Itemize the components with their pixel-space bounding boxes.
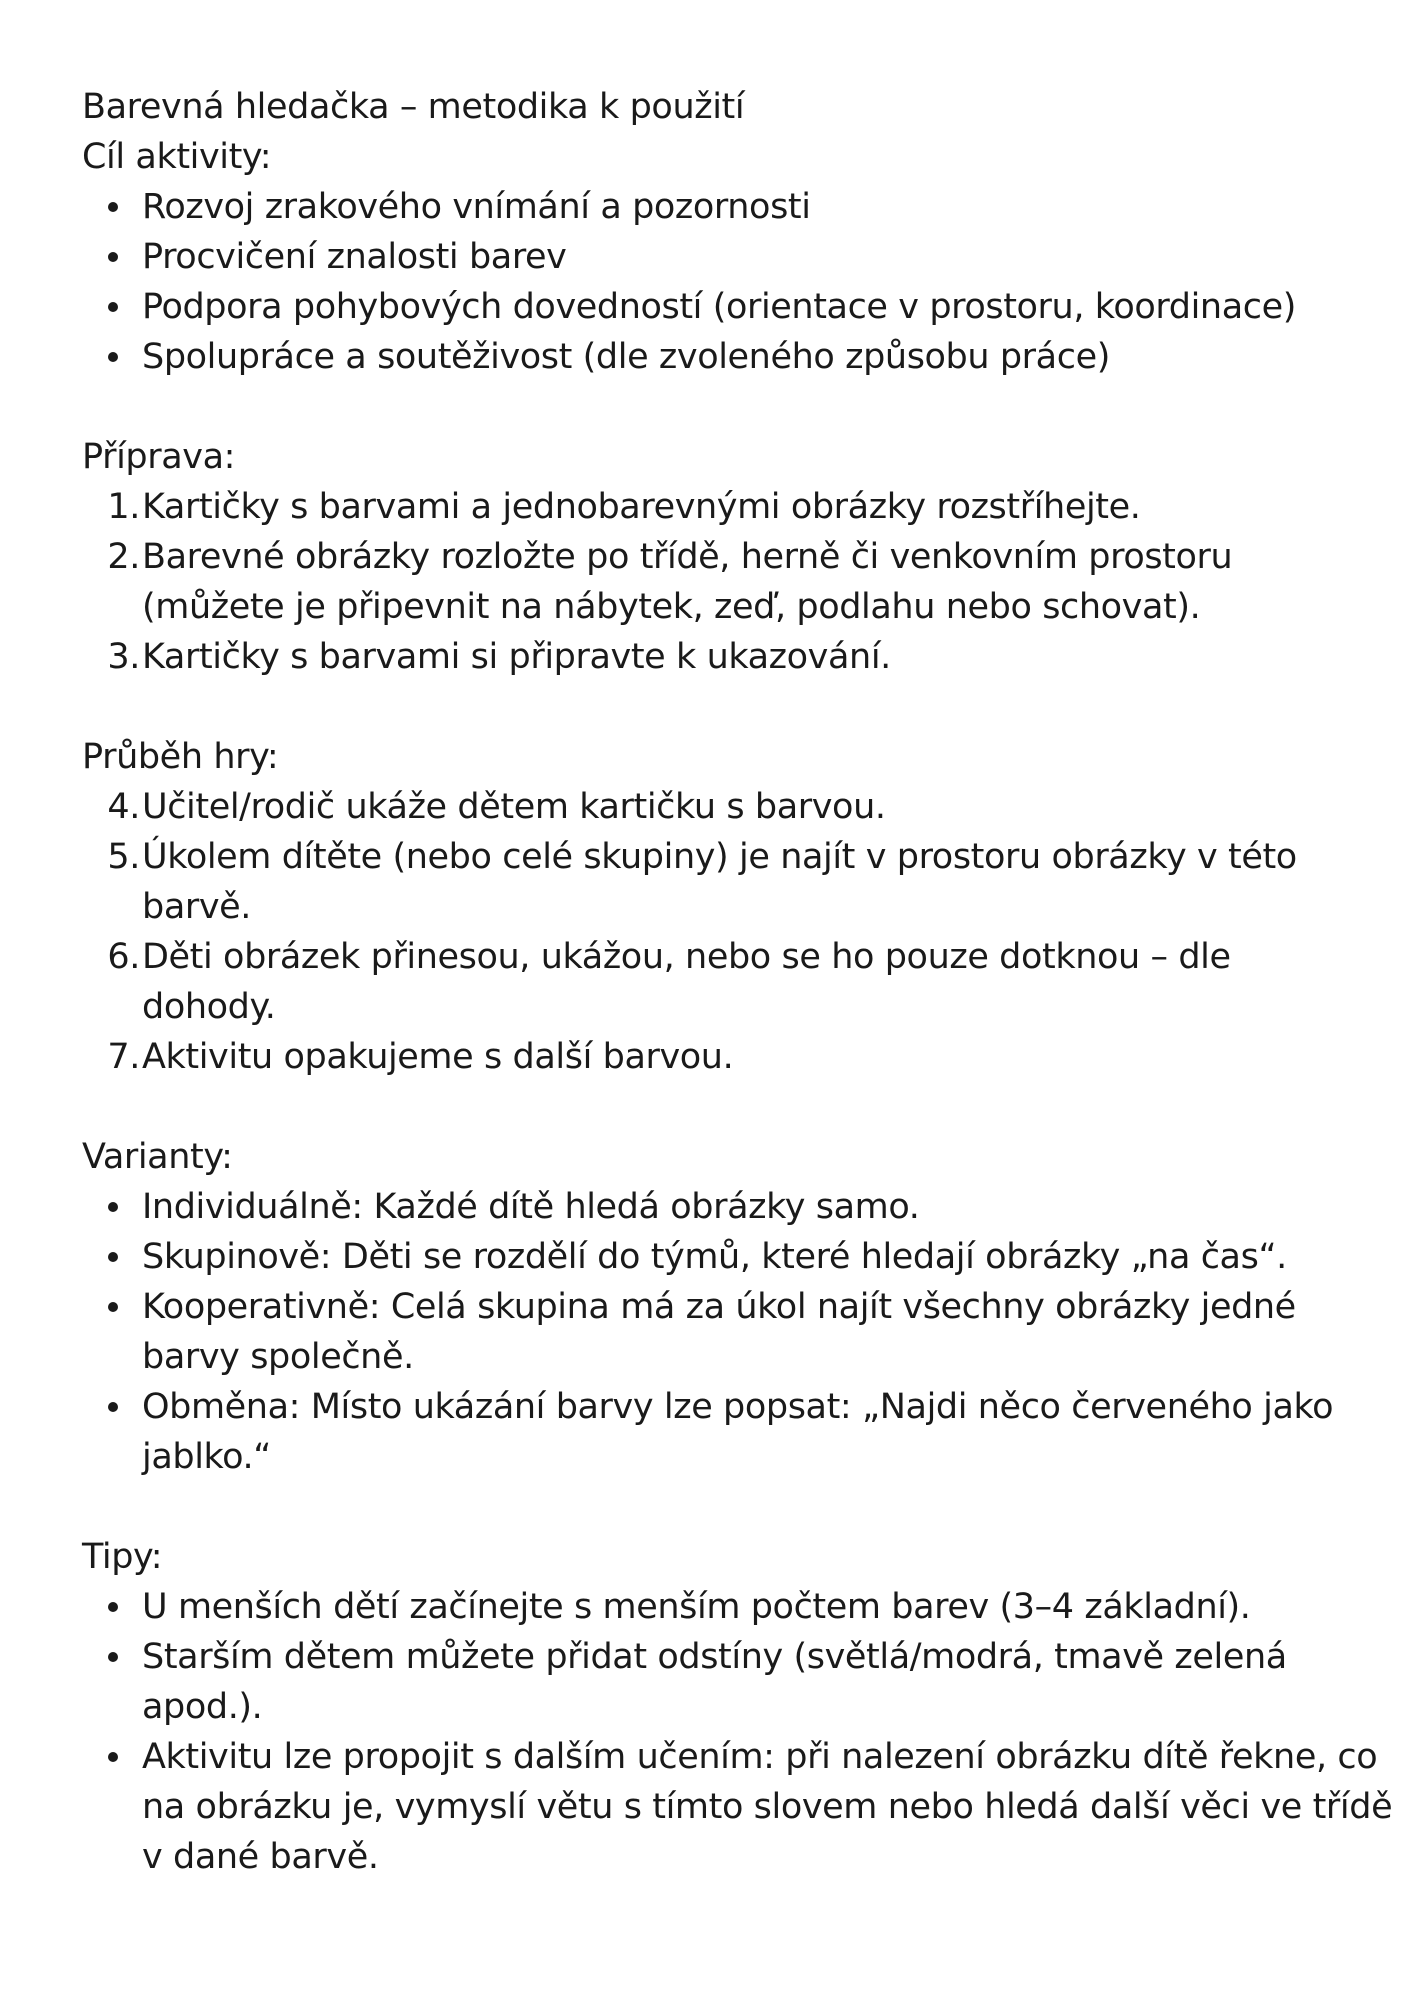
- list-item-text: barvě.: [142, 887, 252, 927]
- gameplay-list: [82, 782, 1352, 1082]
- section-spacer: [82, 682, 1352, 732]
- gameplay-heading: Průběh hry:: [82, 737, 279, 777]
- list-item-text: apod.).: [142, 1687, 263, 1727]
- list-item-text: Individuálně: Každé dítě hledá obrázky samo.: [142, 1187, 920, 1227]
- list-item: [82, 1382, 1352, 1482]
- section-spacer: [82, 382, 1352, 432]
- list-item-text: Kartičky s barvami a jednobarevnými obrázky rozstříhejte.: [142, 487, 1141, 527]
- section-spacer: [82, 1082, 1352, 1132]
- list-item-text: Učitel/rodič ukáže dětem kartičku s barvou.: [142, 787, 886, 827]
- tips-list: [82, 1582, 1393, 1882]
- list-item-text: barvy společně.: [142, 1337, 414, 1377]
- list-item-text: Skupinově: Děti se rozdělí do týmů, které hledají obrázky „na čas“.: [142, 1237, 1287, 1277]
- bullet-icon: [108, 1752, 118, 1762]
- list-number: 5.: [107, 837, 140, 877]
- bullet-icon: [108, 252, 118, 262]
- list-item-text: Aktivitu lze propojit s dalším učením: při nalezení obrázku dítě řekne, co: [142, 1737, 1378, 1777]
- list-item: [82, 1282, 1352, 1382]
- list-item-text: v dané barvě.: [142, 1837, 379, 1877]
- list-item: [82, 482, 1352, 532]
- preparation-heading: Příprava:: [82, 437, 236, 477]
- list-number: 7.: [107, 1037, 140, 1077]
- bullet-icon: [108, 202, 118, 212]
- list-number: 2.: [107, 537, 140, 577]
- list-item: [82, 1632, 1352, 1732]
- bullet-icon: [108, 1302, 118, 1312]
- bullet-icon: [108, 352, 118, 362]
- list-item: [82, 1582, 1352, 1632]
- list-item-text: Kooperativně: Celá skupina má za úkol najít všechny obrázky jedné: [142, 1287, 1296, 1327]
- list-item-text: (můžete je připevnit na nábytek, zeď, podlahu nebo schovat).: [142, 587, 1201, 627]
- list-item-text: Podpora pohybových dovedností (orientace v prostoru, koordinace): [142, 287, 1296, 327]
- list-item-text: na obrázku je, vymyslí větu s tímto slovem nebo hledá další věci ve třídě: [142, 1787, 1393, 1827]
- list-item: [82, 1232, 1352, 1282]
- list-item-text: Úkolem dítěte (nebo celé skupiny) je najít v prostoru obrázky v této: [142, 837, 1297, 877]
- tips-heading: Tipy:: [82, 1537, 163, 1577]
- list-item-text: Děti obrázek přinesou, ukážou, nebo se ho pouze dotknou – dle: [142, 937, 1231, 977]
- list-item: [82, 232, 1352, 282]
- bullet-icon: [108, 1652, 118, 1662]
- bullet-icon: [108, 1402, 118, 1412]
- section-spacer: [82, 1482, 1352, 1532]
- list-item: [82, 782, 1352, 832]
- list-item: [82, 1032, 1352, 1082]
- variants-heading: Varianty:: [82, 1137, 233, 1177]
- bullet-icon: [108, 302, 118, 312]
- list-item: [82, 282, 1352, 332]
- preparation-list: [82, 482, 1352, 682]
- bullet-icon: [108, 1202, 118, 1212]
- list-number: 3.: [107, 637, 140, 677]
- list-number: 1.: [107, 487, 140, 527]
- document-page: [82, 82, 1393, 1882]
- list-item: [82, 832, 1352, 932]
- list-item: [82, 632, 1352, 682]
- list-item-text: Starším dětem můžete přidat odstíny (světlá/modrá, tmavě zelená: [142, 1637, 1287, 1677]
- document-title: Barevná hledačka – metodika k použití: [82, 87, 745, 127]
- goal-heading: Cíl aktivity:: [82, 137, 272, 177]
- list-item: [82, 332, 1352, 382]
- list-item: [82, 1182, 1352, 1232]
- goal-list: [82, 182, 1352, 382]
- list-item-text: Spolupráce a soutěživost (dle zvoleného způsobu práce): [142, 337, 1110, 377]
- list-item-text: Rozvoj zrakového vnímání a pozornosti: [142, 187, 811, 227]
- list-number: 4.: [107, 787, 140, 827]
- list-item-text: dohody.: [142, 987, 276, 1027]
- list-item-text: U menších dětí začínejte s menším počtem barev (3–4 základní).: [142, 1587, 1251, 1627]
- list-item-text: Procvičení znalosti barev: [142, 237, 567, 277]
- list-item: [82, 532, 1352, 632]
- list-item: [82, 1732, 1393, 1882]
- list-item: [82, 182, 1352, 232]
- bullet-icon: [108, 1252, 118, 1262]
- list-item-text: jablko.“: [142, 1437, 271, 1477]
- list-item-text: Barevné obrázky rozložte po třídě, herně či venkovním prostoru: [142, 537, 1233, 577]
- variants-list: [82, 1182, 1352, 1482]
- list-item-text: Obměna: Místo ukázání barvy lze popsat: „Najdi něco červeného jako: [142, 1387, 1334, 1427]
- list-item: [82, 932, 1352, 1032]
- list-item-text: Aktivitu opakujeme s další barvou.: [142, 1037, 734, 1077]
- list-number: 6.: [107, 937, 140, 977]
- bullet-icon: [108, 1602, 118, 1612]
- list-item-text: Kartičky s barvami si připravte k ukazování.: [142, 637, 891, 677]
